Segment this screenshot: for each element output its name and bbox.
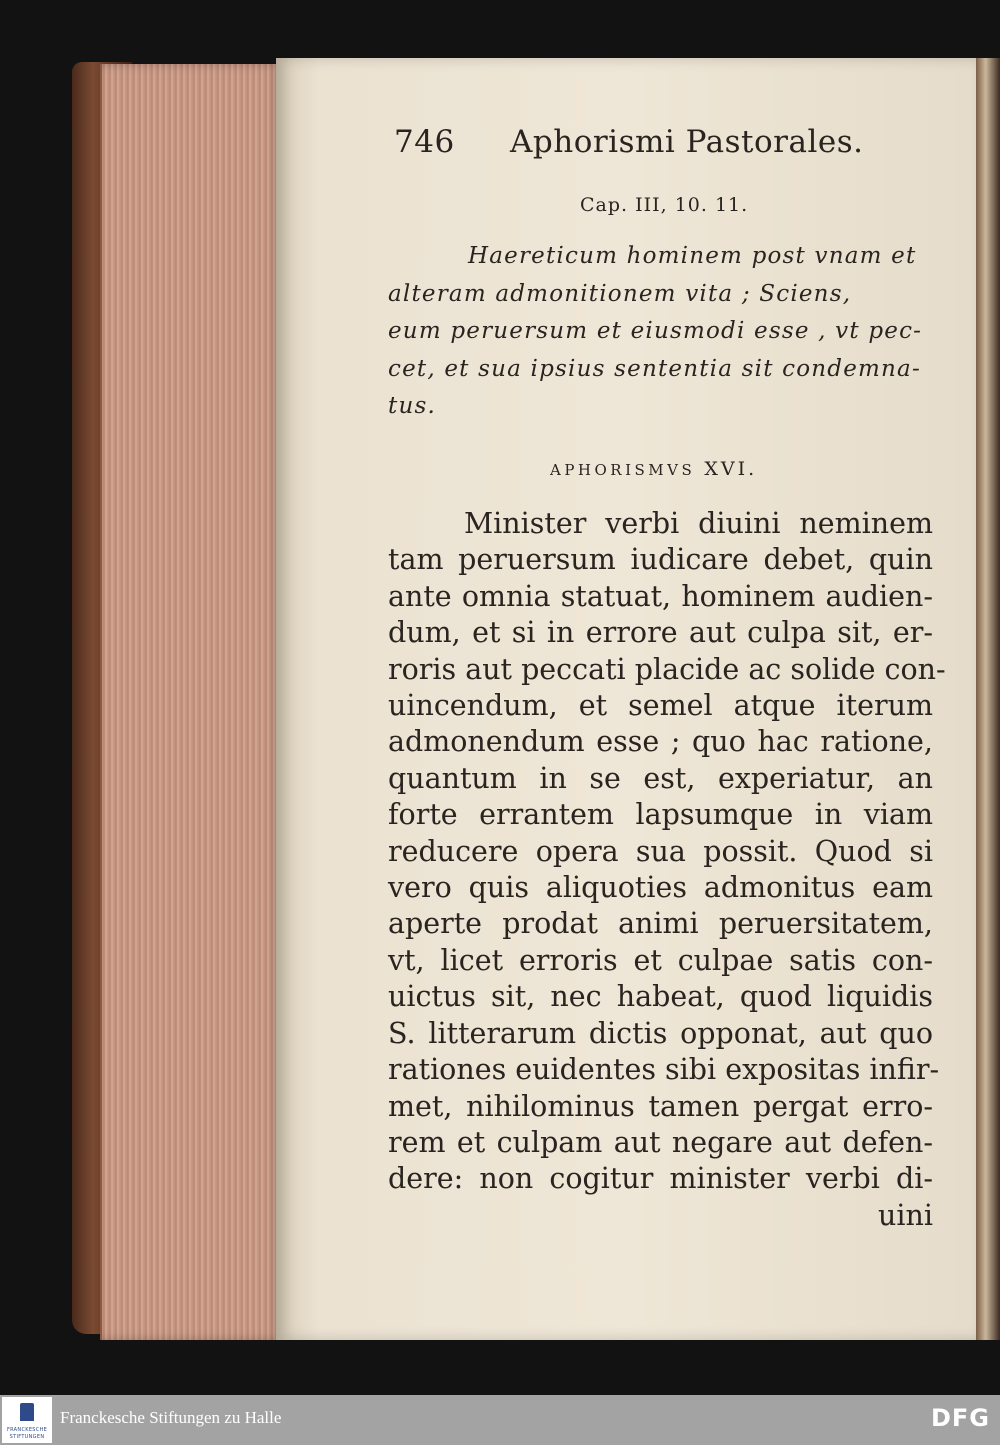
aphorism-number: XVI. [704, 458, 758, 480]
scripture-quote [388, 238, 936, 426]
catchword: uini [878, 1198, 933, 1232]
body-line: vt, licet erroris et culpae satis con- [388, 943, 933, 977]
building-icon [20, 1403, 34, 1421]
page-edges [100, 64, 282, 1340]
quote-line: eum peruersum et eiusmodi esse , vt pec- [388, 318, 923, 344]
body-line: dum, et si in errore aut culpa sit, er- [388, 616, 933, 650]
quote-line: cet, et sua ipsius sententia sit condemna- [388, 355, 921, 382]
quote-line: alteram admonitionem vita ; Sciens, [388, 280, 852, 307]
aphorism-label: APHORISMVS [550, 461, 696, 479]
body-line: vero quis aliquoties admonitus eam [388, 871, 933, 905]
body-line: S. litterarum dictis opponat, aut quo [388, 1016, 933, 1050]
book-gutter [976, 58, 1000, 1340]
body-line: rem et culpam aut negare aut defen- [388, 1125, 933, 1159]
body-line: tam peruersum iudicare debet, quin [388, 543, 933, 577]
viewer-footer [0, 1395, 1000, 1445]
logo-text-line1: FRANCKESCHE [6, 1427, 48, 1433]
page-header [388, 118, 928, 168]
body-line: quantum in se est, experiatur, an [388, 761, 933, 795]
body-line: aperte prodat animi peruersitatem, [388, 907, 933, 941]
body-text [388, 506, 946, 1234]
body-line: Minister verbi diuini neminem [464, 507, 933, 540]
body-line: uictus sit, nec habeat, quod liquidis [388, 980, 933, 1014]
body-line: met, nihilominus tamen pergat erro- [388, 1089, 933, 1123]
institution-logo[interactable] [2, 1397, 52, 1443]
body-line: admonendum esse ; quo hac ratione, [388, 725, 933, 759]
body-line: rationes euidentes sibi expositas infir- [388, 1053, 940, 1087]
quote-line: tus. [388, 393, 436, 419]
institution-name: Franckesche Stiftungen zu Halle [60, 1408, 282, 1427]
body-line: forte errantem lapsumque in viam [388, 798, 933, 832]
running-title: Aphorismi Pastorales. [510, 124, 864, 160]
body-line: ante omnia statuat, hominem audien- [388, 579, 933, 613]
body-line: roris aut peccati placide ac solide con- [388, 652, 946, 686]
page-number: 746 [394, 124, 455, 160]
aphorism-heading [550, 458, 757, 480]
quote-line: Haereticum hominem post vnam et [468, 243, 917, 269]
scripture-reference: Cap. III, 10. 11. [580, 194, 749, 216]
sponsor-logo[interactable]: DFG [930, 1404, 990, 1432]
body-line: uincendum, et semel atque iterum [388, 689, 933, 723]
logo-text-line2: STIFTUNGEN [9, 1434, 45, 1440]
body-line: reducere opera sua possit. Quod si [388, 834, 933, 868]
body-line: dere: non cogitur minister verbi di- [388, 1162, 933, 1196]
